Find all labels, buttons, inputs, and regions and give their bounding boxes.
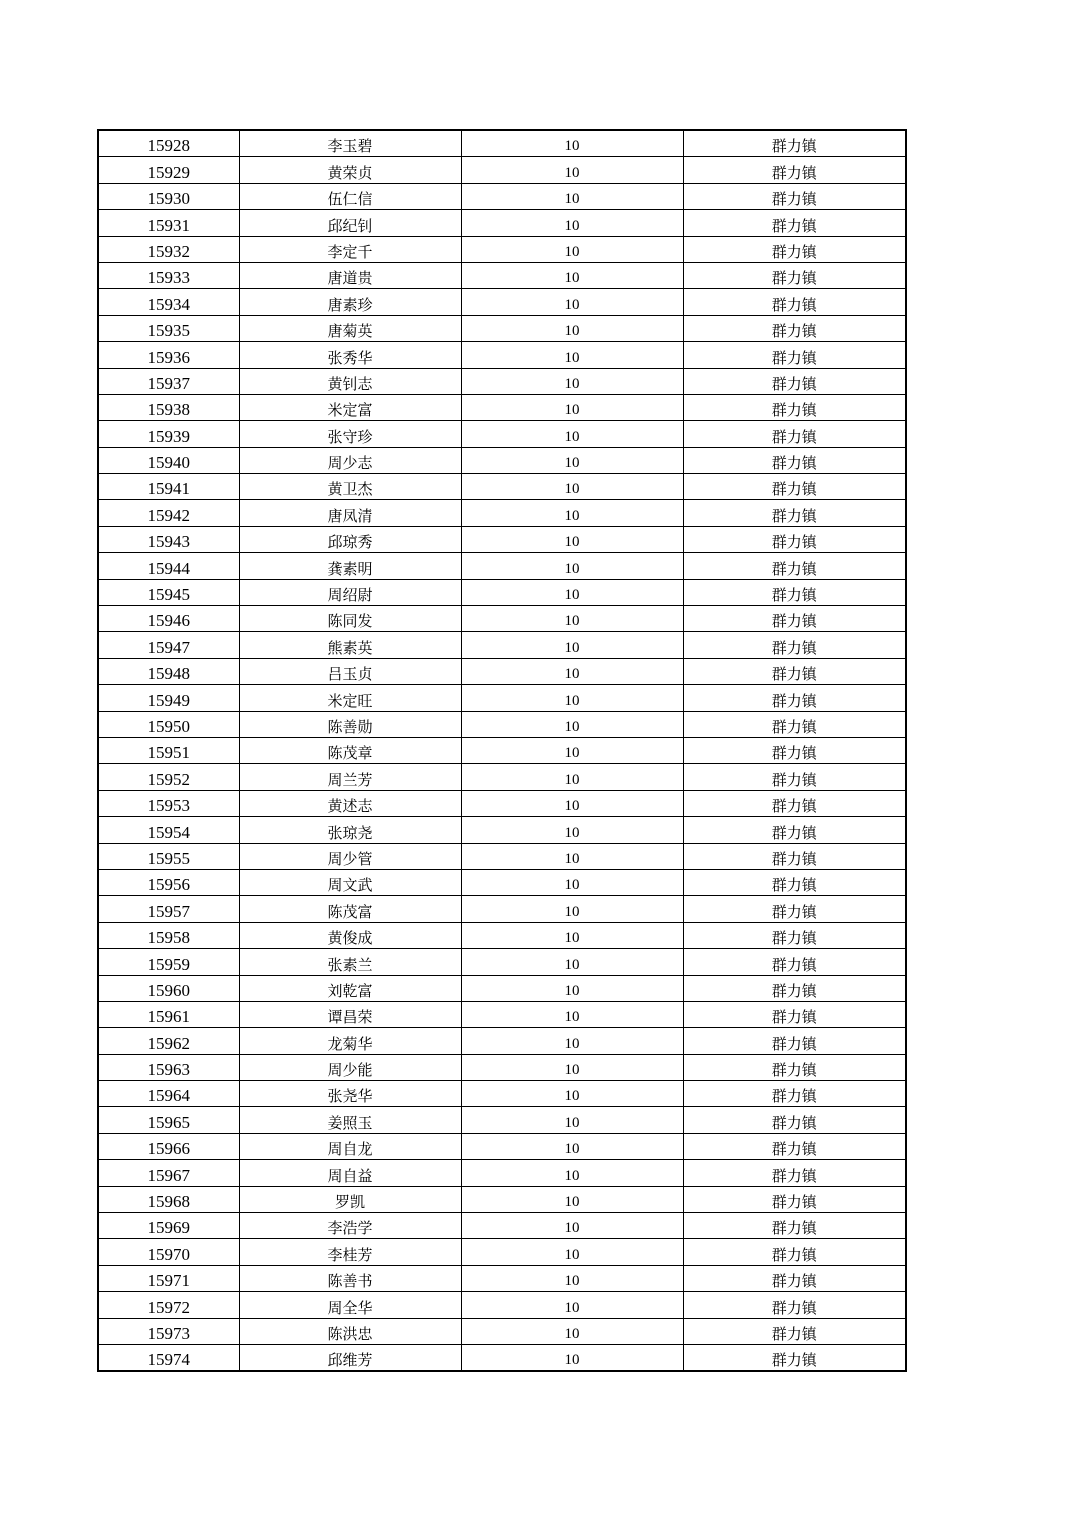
town-cell: 群力镇 [683, 526, 906, 552]
town-cell: 群力镇 [683, 1344, 906, 1371]
name-cell: 周少能 [239, 1054, 461, 1080]
serial-number-cell: 15957 [98, 896, 239, 922]
roster-table-body [98, 130, 906, 1371]
town-cell: 群力镇 [683, 368, 906, 394]
name-cell: 陈善书 [239, 1265, 461, 1291]
amount-cell: 10 [461, 1344, 683, 1371]
serial-number-cell: 15949 [98, 685, 239, 711]
amount-cell: 10 [461, 447, 683, 473]
town-cell: 群力镇 [683, 210, 906, 236]
table-row [98, 447, 906, 473]
table-row [98, 394, 906, 420]
town-cell: 群力镇 [683, 579, 906, 605]
town-cell: 群力镇 [683, 447, 906, 473]
amount-cell: 10 [461, 817, 683, 843]
serial-number-cell: 15971 [98, 1265, 239, 1291]
table-row [98, 1292, 906, 1318]
town-cell: 群力镇 [683, 843, 906, 869]
table-row [98, 1318, 906, 1344]
amount-cell: 10 [461, 737, 683, 763]
table-row [98, 1054, 906, 1080]
name-cell: 龙菊华 [239, 1028, 461, 1054]
amount-cell: 10 [461, 315, 683, 341]
name-cell: 唐素珍 [239, 289, 461, 315]
table-row [98, 210, 906, 236]
serial-number-cell: 15936 [98, 342, 239, 368]
table-row [98, 1213, 906, 1239]
amount-cell: 10 [461, 210, 683, 236]
table-row [98, 817, 906, 843]
town-cell: 群力镇 [683, 474, 906, 500]
serial-number-cell: 15938 [98, 394, 239, 420]
name-cell: 张守珍 [239, 421, 461, 447]
name-cell: 唐道贵 [239, 262, 461, 288]
table-row [98, 315, 906, 341]
town-cell: 群力镇 [683, 394, 906, 420]
town-cell: 群力镇 [683, 1081, 906, 1107]
town-cell: 群力镇 [683, 1054, 906, 1080]
table-row [98, 949, 906, 975]
amount-cell: 10 [461, 896, 683, 922]
serial-number-cell: 15968 [98, 1186, 239, 1212]
amount-cell: 10 [461, 394, 683, 420]
town-cell: 群力镇 [683, 869, 906, 895]
table-row [98, 1160, 906, 1186]
table-row [98, 500, 906, 526]
town-cell: 群力镇 [683, 975, 906, 1001]
amount-cell: 10 [461, 790, 683, 816]
serial-number-cell: 15947 [98, 632, 239, 658]
town-cell: 群力镇 [683, 632, 906, 658]
table-row [98, 1239, 906, 1265]
serial-number-cell: 15932 [98, 236, 239, 262]
table-row [98, 1133, 906, 1159]
table-row [98, 711, 906, 737]
table-row [98, 922, 906, 948]
serial-number-cell: 15935 [98, 315, 239, 341]
table-row [98, 790, 906, 816]
town-cell: 群力镇 [683, 1292, 906, 1318]
serial-number-cell: 15928 [98, 130, 239, 157]
amount-cell: 10 [461, 500, 683, 526]
serial-number-cell: 15959 [98, 949, 239, 975]
name-cell: 李定千 [239, 236, 461, 262]
name-cell: 谭昌荣 [239, 1001, 461, 1027]
town-cell: 群力镇 [683, 500, 906, 526]
table-row [98, 130, 906, 157]
town-cell: 群力镇 [683, 658, 906, 684]
amount-cell: 10 [461, 1265, 683, 1291]
name-cell: 罗凯 [239, 1186, 461, 1212]
table-row [98, 1107, 906, 1133]
table-row [98, 421, 906, 447]
name-cell: 米定旺 [239, 685, 461, 711]
amount-cell: 10 [461, 130, 683, 157]
serial-number-cell: 15964 [98, 1081, 239, 1107]
table-row [98, 157, 906, 183]
table-row [98, 183, 906, 209]
town-cell: 群力镇 [683, 737, 906, 763]
amount-cell: 10 [461, 1001, 683, 1027]
serial-number-cell: 15973 [98, 1318, 239, 1344]
name-cell: 黄钊志 [239, 368, 461, 394]
town-cell: 群力镇 [683, 1001, 906, 1027]
serial-number-cell: 15950 [98, 711, 239, 737]
town-cell: 群力镇 [683, 1160, 906, 1186]
town-cell: 群力镇 [683, 262, 906, 288]
name-cell: 陈茂富 [239, 896, 461, 922]
name-cell: 周自益 [239, 1160, 461, 1186]
amount-cell: 10 [461, 869, 683, 895]
roster-table [97, 129, 907, 1372]
amount-cell: 10 [461, 1213, 683, 1239]
name-cell: 黄俊成 [239, 922, 461, 948]
serial-number-cell: 15961 [98, 1001, 239, 1027]
name-cell: 唐凤清 [239, 500, 461, 526]
serial-number-cell: 15929 [98, 157, 239, 183]
serial-number-cell: 15962 [98, 1028, 239, 1054]
name-cell: 张秀华 [239, 342, 461, 368]
table-row [98, 579, 906, 605]
serial-number-cell: 15958 [98, 922, 239, 948]
town-cell: 群力镇 [683, 790, 906, 816]
amount-cell: 10 [461, 975, 683, 1001]
town-cell: 群力镇 [683, 289, 906, 315]
name-cell: 张琼尧 [239, 817, 461, 843]
serial-number-cell: 15942 [98, 500, 239, 526]
serial-number-cell: 15948 [98, 658, 239, 684]
amount-cell: 10 [461, 553, 683, 579]
town-cell: 群力镇 [683, 421, 906, 447]
table-row [98, 658, 906, 684]
name-cell: 陈同发 [239, 606, 461, 632]
serial-number-cell: 15972 [98, 1292, 239, 1318]
serial-number-cell: 15969 [98, 1213, 239, 1239]
table-row [98, 1265, 906, 1291]
town-cell: 群力镇 [683, 1028, 906, 1054]
town-cell: 群力镇 [683, 1107, 906, 1133]
name-cell: 李桂芳 [239, 1239, 461, 1265]
serial-number-cell: 15952 [98, 764, 239, 790]
amount-cell: 10 [461, 1107, 683, 1133]
amount-cell: 10 [461, 1292, 683, 1318]
amount-cell: 10 [461, 289, 683, 315]
name-cell: 周文武 [239, 869, 461, 895]
name-cell: 伍仁信 [239, 183, 461, 209]
table-row [98, 896, 906, 922]
serial-number-cell: 15943 [98, 526, 239, 552]
amount-cell: 10 [461, 764, 683, 790]
town-cell: 群力镇 [683, 553, 906, 579]
amount-cell: 10 [461, 579, 683, 605]
serial-number-cell: 15974 [98, 1344, 239, 1371]
amount-cell: 10 [461, 711, 683, 737]
name-cell: 姜照玉 [239, 1107, 461, 1133]
table-row [98, 975, 906, 1001]
name-cell: 陈洪忠 [239, 1318, 461, 1344]
table-row [98, 1028, 906, 1054]
name-cell: 邱纪钊 [239, 210, 461, 236]
amount-cell: 10 [461, 1318, 683, 1344]
table-row [98, 526, 906, 552]
name-cell: 周少志 [239, 447, 461, 473]
amount-cell: 10 [461, 262, 683, 288]
town-cell: 群力镇 [683, 711, 906, 737]
serial-number-cell: 15945 [98, 579, 239, 605]
name-cell: 黄荣贞 [239, 157, 461, 183]
name-cell: 熊素英 [239, 632, 461, 658]
amount-cell: 10 [461, 1239, 683, 1265]
name-cell: 黄述志 [239, 790, 461, 816]
serial-number-cell: 15956 [98, 869, 239, 895]
town-cell: 群力镇 [683, 1239, 906, 1265]
name-cell: 周兰芳 [239, 764, 461, 790]
town-cell: 群力镇 [683, 1318, 906, 1344]
serial-number-cell: 15963 [98, 1054, 239, 1080]
name-cell: 李玉碧 [239, 130, 461, 157]
town-cell: 群力镇 [683, 1265, 906, 1291]
table-row [98, 606, 906, 632]
name-cell: 米定富 [239, 394, 461, 420]
town-cell: 群力镇 [683, 1213, 906, 1239]
table-row [98, 289, 906, 315]
table-row [98, 764, 906, 790]
table-row [98, 1186, 906, 1212]
serial-number-cell: 15944 [98, 553, 239, 579]
town-cell: 群力镇 [683, 764, 906, 790]
table-row [98, 553, 906, 579]
amount-cell: 10 [461, 1160, 683, 1186]
serial-number-cell: 15955 [98, 843, 239, 869]
serial-number-cell: 15951 [98, 737, 239, 763]
amount-cell: 10 [461, 685, 683, 711]
serial-number-cell: 15954 [98, 817, 239, 843]
name-cell: 周绍尉 [239, 579, 461, 605]
town-cell: 群力镇 [683, 685, 906, 711]
amount-cell: 10 [461, 1081, 683, 1107]
table-row [98, 368, 906, 394]
amount-cell: 10 [461, 922, 683, 948]
amount-cell: 10 [461, 157, 683, 183]
amount-cell: 10 [461, 1186, 683, 1212]
table-row [98, 843, 906, 869]
town-cell: 群力镇 [683, 817, 906, 843]
serial-number-cell: 15966 [98, 1133, 239, 1159]
serial-number-cell: 15953 [98, 790, 239, 816]
name-cell: 张素兰 [239, 949, 461, 975]
table-row [98, 1081, 906, 1107]
name-cell: 周自龙 [239, 1133, 461, 1159]
name-cell: 邱维芳 [239, 1344, 461, 1371]
amount-cell: 10 [461, 368, 683, 394]
name-cell: 邱琼秀 [239, 526, 461, 552]
table-row [98, 262, 906, 288]
town-cell: 群力镇 [683, 922, 906, 948]
table-row [98, 869, 906, 895]
amount-cell: 10 [461, 606, 683, 632]
table-row [98, 685, 906, 711]
amount-cell: 10 [461, 183, 683, 209]
serial-number-cell: 15960 [98, 975, 239, 1001]
serial-number-cell: 15941 [98, 474, 239, 500]
serial-number-cell: 15965 [98, 1107, 239, 1133]
serial-number-cell: 15970 [98, 1239, 239, 1265]
serial-number-cell: 15931 [98, 210, 239, 236]
serial-number-cell: 15939 [98, 421, 239, 447]
town-cell: 群力镇 [683, 236, 906, 262]
serial-number-cell: 15933 [98, 262, 239, 288]
table-row [98, 737, 906, 763]
name-cell: 周少管 [239, 843, 461, 869]
serial-number-cell: 15937 [98, 368, 239, 394]
name-cell: 李浩学 [239, 1213, 461, 1239]
serial-number-cell: 15967 [98, 1160, 239, 1186]
amount-cell: 10 [461, 632, 683, 658]
name-cell: 张尧华 [239, 1081, 461, 1107]
serial-number-cell: 15934 [98, 289, 239, 315]
name-cell: 唐菊英 [239, 315, 461, 341]
name-cell: 黄卫杰 [239, 474, 461, 500]
amount-cell: 10 [461, 421, 683, 447]
town-cell: 群力镇 [683, 157, 906, 183]
amount-cell: 10 [461, 1133, 683, 1159]
amount-cell: 10 [461, 658, 683, 684]
name-cell: 周全华 [239, 1292, 461, 1318]
town-cell: 群力镇 [683, 896, 906, 922]
amount-cell: 10 [461, 526, 683, 552]
serial-number-cell: 15940 [98, 447, 239, 473]
town-cell: 群力镇 [683, 1186, 906, 1212]
town-cell: 群力镇 [683, 342, 906, 368]
amount-cell: 10 [461, 236, 683, 262]
amount-cell: 10 [461, 843, 683, 869]
table-row [98, 236, 906, 262]
serial-number-cell: 15930 [98, 183, 239, 209]
amount-cell: 10 [461, 1054, 683, 1080]
table-row [98, 1001, 906, 1027]
town-cell: 群力镇 [683, 1133, 906, 1159]
amount-cell: 10 [461, 1028, 683, 1054]
name-cell: 陈茂章 [239, 737, 461, 763]
serial-number-cell: 15946 [98, 606, 239, 632]
town-cell: 群力镇 [683, 606, 906, 632]
name-cell: 刘乾富 [239, 975, 461, 1001]
name-cell: 吕玉贞 [239, 658, 461, 684]
table-row [98, 1344, 906, 1371]
town-cell: 群力镇 [683, 130, 906, 157]
town-cell: 群力镇 [683, 949, 906, 975]
name-cell: 龚素明 [239, 553, 461, 579]
table-row [98, 342, 906, 368]
table-row [98, 474, 906, 500]
table-row [98, 632, 906, 658]
amount-cell: 10 [461, 949, 683, 975]
amount-cell: 10 [461, 342, 683, 368]
town-cell: 群力镇 [683, 315, 906, 341]
name-cell: 陈善勋 [239, 711, 461, 737]
amount-cell: 10 [461, 474, 683, 500]
town-cell: 群力镇 [683, 183, 906, 209]
